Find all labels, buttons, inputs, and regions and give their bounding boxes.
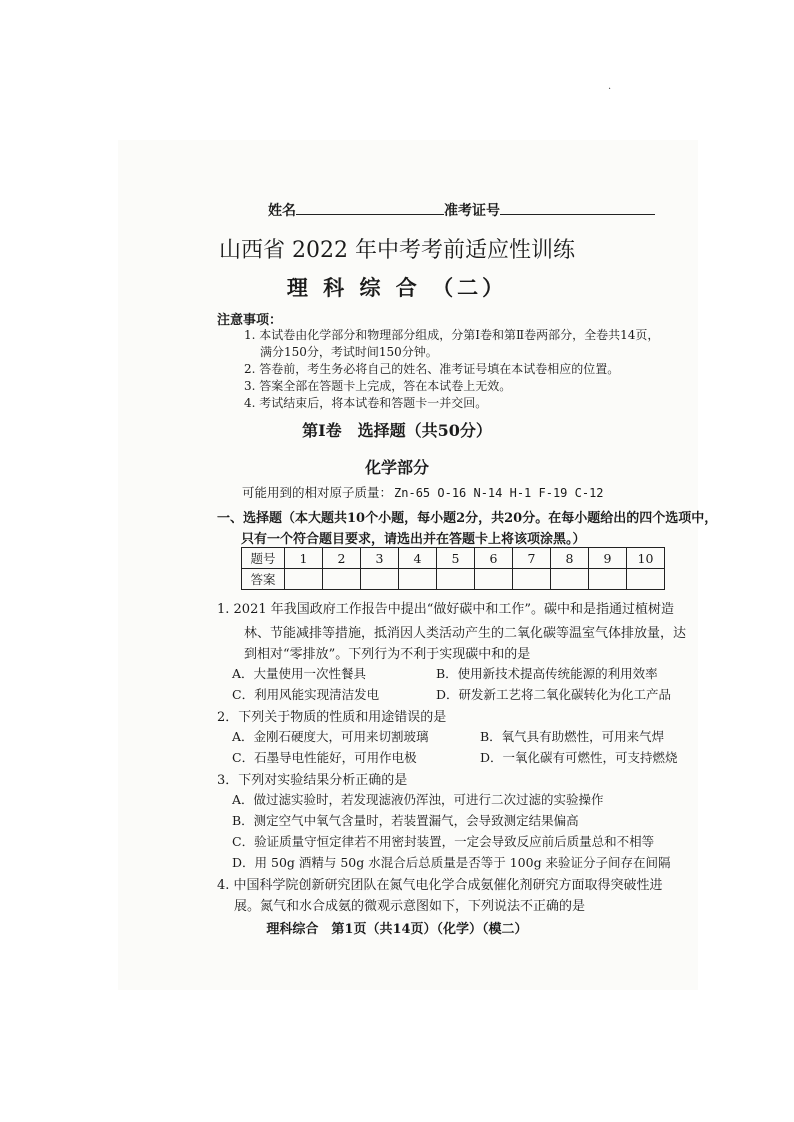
question-2-option-c: C．石墨导电性能好，可用作电极	[232, 750, 417, 765]
question-4-line: 展。氮气和水合成氨的微观示意图如下，下列说法不正确的是	[234, 899, 586, 914]
question-3-stem: 3．下列对实验结果分析正确的是	[217, 773, 408, 788]
exam-number-blank[interactable]	[500, 200, 655, 215]
question-3-option-b: B．测定空气中氧气含量时，若装置漏气，会导致测定结果偏高	[232, 813, 579, 828]
answer-cell[interactable]	[589, 569, 627, 590]
atomic-masses	[242, 483, 604, 501]
note-item: 满分150分，考试时间150分钟。	[260, 345, 438, 359]
notes-heading: 注意事项：	[217, 313, 283, 328]
answer-table	[241, 547, 665, 590]
number-cell: 10	[627, 548, 665, 569]
answer-header-cell: 答案	[242, 569, 285, 590]
note-item: 1. 本试卷由化学部分和物理部分组成，分第Ⅰ卷和第Ⅱ卷两部分，全卷共14页，	[244, 328, 660, 342]
number-cell: 7	[513, 548, 551, 569]
answer-table-number-row	[242, 548, 665, 569]
instructions-line: 只有一个符合题目要求，请选出并在答题卡上将该项涂黑。）	[241, 532, 586, 547]
question-1-option-c: C．利用风能实现清洁发电	[232, 687, 380, 702]
question-2-option-d: D．一氧化碳有可燃性，可支持燃烧	[480, 750, 678, 765]
chemistry-section-title: 化学部分	[364, 458, 429, 477]
question-1-line: 到相对“零排放”。下列行为不利于实现碳中和的是	[244, 647, 531, 662]
question-2-stem: 2．下列关于物质的性质和用途错误的是	[217, 710, 447, 725]
question-4-line: 4. 中国科学院创新研究团队在氮气电化学合成氨催化剂研究方面取得突破性进	[217, 878, 663, 893]
number-cell: 5	[437, 548, 475, 569]
name-blank[interactable]	[296, 200, 444, 215]
question-1-line: 1. 2021 年我国政府工作报告中提出“做好碳中和工作”。碳中和是指通过植树造	[217, 602, 675, 617]
answer-cell[interactable]	[627, 569, 665, 590]
answer-cell[interactable]	[285, 569, 323, 590]
question-3-option-c: C．验证质量守恒定律若不用密封装置，一定会导致反应前后质量总和不相等	[232, 834, 655, 849]
answer-table-answer-row	[242, 569, 665, 590]
question-1-option-d: D．研发新工艺将二氧化碳转化为化工产品	[436, 687, 672, 702]
number-cell: 6	[475, 548, 513, 569]
answer-cell[interactable]	[323, 569, 361, 590]
question-1-line: 林、节能减排等措施，抵消因人类活动产生的二氧化碳等温室气体排放量，达	[244, 626, 687, 641]
question-3-option-d: D．用 50g 酒精与 50g 水混合后总质量是否等于 100g 来验证分子间存在间隔	[232, 855, 671, 870]
question-1-option-b: B．使用新技术提高传统能源的利用效率	[436, 666, 658, 681]
row-header-cell: 题号	[242, 548, 285, 569]
number-cell: 3	[361, 548, 399, 569]
atomic-masses-label: 可能用到的相对原子质量：	[242, 485, 393, 500]
number-cell: 8	[551, 548, 589, 569]
question-3-option-a: A．做过滤实验时，若发现滤液仍浑浊，可进行二次过滤的实验操作	[232, 792, 604, 807]
page-footer: 理科综合 第1页（共14页）（化学）（模二）	[266, 922, 528, 937]
exam-subtitle: 理 科 综 合 （二）	[286, 275, 508, 300]
note-item: 4. 考试结束后，将本试卷和答题卡一并交回。	[244, 396, 488, 410]
candidate-info-line	[268, 200, 655, 220]
number-cell: 9	[589, 548, 627, 569]
note-item: 3. 答案全部在答题卡上完成，答在本试卷上无效。	[244, 379, 512, 393]
answer-cell[interactable]	[513, 569, 551, 590]
instructions-line: 一、选择题（本大题共10个小题，每小题2分，共20分。在每小题给出的四个选项中，	[217, 511, 718, 526]
scan-dot: ·	[608, 84, 612, 95]
question-1-option-a: A．大量使用一次性餐具	[232, 666, 367, 681]
answer-cell[interactable]	[475, 569, 513, 590]
name-label: 姓名	[268, 203, 296, 219]
number-cell: 1	[285, 548, 323, 569]
note-item: 2. 答卷前，考生务必将自己的姓名、准考证号填在本试卷相应的位置。	[244, 362, 620, 376]
number-cell: 4	[399, 548, 437, 569]
atomic-masses-values: Zn-65 O-16 N-14 H-1 F-19 C-12	[394, 486, 604, 500]
answer-cell[interactable]	[437, 569, 475, 590]
section-title: 第Ⅰ卷 选择题（共50分）	[302, 421, 492, 440]
question-2-option-b: B．氧气具有助燃性，可用来气焊	[480, 729, 665, 744]
exam-title: 山西省 2022 年中考考前适应性训练	[219, 238, 575, 263]
question-2-option-a: A．金刚石硬度大，可用来切割玻璃	[232, 729, 429, 744]
answer-cell[interactable]	[399, 569, 437, 590]
answer-cell[interactable]	[361, 569, 399, 590]
exam-number-label: 准考证号	[444, 203, 500, 219]
answer-cell[interactable]	[551, 569, 589, 590]
number-cell: 2	[323, 548, 361, 569]
